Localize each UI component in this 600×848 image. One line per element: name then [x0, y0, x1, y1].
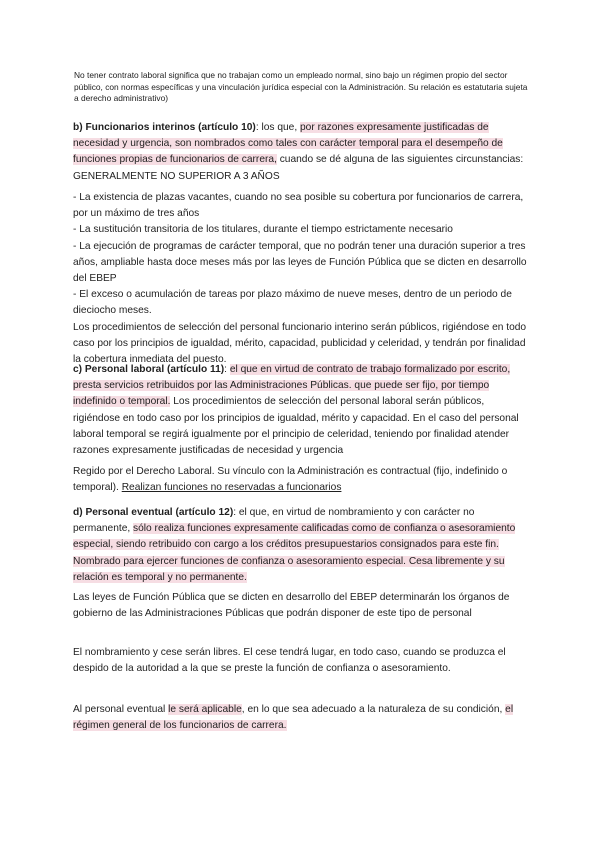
laboral-regido-underline: Realizan funciones no reservadas a funcionarios — [121, 482, 342, 494]
eventual-final — [73, 702, 531, 734]
laboral-colon: : — [224, 364, 230, 375]
eventual-leyes: Las leyes de Función Pública que se dicten en desarrollo del EBEP determinarán los órganos de gobierno de las Administraciones Públicas que podrán disponer de este tipo de personal — [73, 592, 510, 620]
eventual-final-mid: , en lo que sea adecuado a la naturaleza de su condición, — [241, 704, 506, 715]
section-personal-eventual — [73, 505, 531, 586]
list-item: - El exceso o acumulación de tareas por plazo máximo de nueve meses, dentro de un periodo de dieciocho meses. — [73, 289, 512, 317]
laboral-regido-text: Regido por el Derecho Laboral. Su vínculo con la Administración es contractual (fijo, indefinido o temporal). — [73, 466, 508, 494]
funcionarios-lead: : los que, — [255, 122, 301, 133]
laboral-regido — [73, 464, 531, 496]
list-item: - La existencia de plazas vacantes, cuando no sea posible su cobertura por funcionarios de carrera, por un máximo de tres años — [73, 192, 524, 220]
eventual-highlight: sólo realiza funciones expresamente calificadas como de confianza o asesoramiento especial, siendo retribuido con cargo a los créditos presupuestarios consignados para este fin. Nombrado para ejercer funciones de confianza o asesoramiento especial. Cesa libremente y su relación es temporal y no permanente. — [73, 523, 516, 583]
funcionarios-definition — [73, 120, 531, 185]
eventual-nombramiento: El nombramiento y cese serán libres. El cese tendrá lugar, en todo caso, cuando se produzca el despido de la autoridad a la que se preste la función de confianza o asesoramiento. — [73, 647, 506, 675]
laboral-definition — [73, 362, 531, 459]
section-funcionarios-interinos — [73, 120, 531, 185]
list-item: - La ejecución de programas de carácter temporal, que no podrán tener una duración superior a tres años, ampliable hasta doce meses más por las leyes de Función Pública que se dicten en desarrollo del EBEP — [73, 240, 527, 285]
laboral-tail: Los procedimientos de selección del personal laboral serán públicos, rigiéndose en todo caso por los principios de igualdad, mérito y capacidad. En el caso del personal laboral temporal se regirá igualmente por el principio de celeridad, teniendo por finalidad atender razones expresamente justificadas de necesidad y urgencia — [73, 396, 519, 457]
eventual-lead: : el que, en virtud de nombramiento y con carácter no permanente, — [73, 507, 475, 535]
eventual-final-highlight-2: el régimen general de los funcionarios de carrera. — [73, 704, 514, 732]
list-item: - La sustitución transitoria de los titulares, durante el tiempo estrictamente necesario — [73, 224, 453, 236]
eventual-definition — [73, 505, 531, 586]
section-personal-laboral — [73, 362, 531, 459]
eventual-title: d) Personal eventual (artículo 12) — [73, 507, 234, 518]
laboral-title: c) Personal laboral (artículo 11) — [73, 364, 225, 375]
funcionarios-procedures: Los procedimientos de selección del personal funcionario interino serán públicos, rigiéndose en todo caso por los principios de igualdad, mérito, capacidad, publicidad y celeridad, y tendrán por finalidad la cobertura inmediata del puesto. — [73, 321, 527, 366]
intro-note: No tener contrato laboral significa que no trabajan como un empleado normal, sino bajo un régimen propio del sector público, con normas específicas y una vinculación jurídica especial con la Administración. Su relación es estatutaria sujeta a derecho administrativo) — [74, 70, 528, 103]
funcionarios-highlight: por razones expresamente justificadas de necesidad y urgencia, son nombrados como tales con carácter temporal para el desempeño de funciones propias de funcionarios de carrera, — [73, 122, 503, 166]
funcionarios-circumstances-list — [73, 190, 531, 368]
laboral-highlight: el que en virtud de contrato de trabajo formalizado por escrito, presta servicios retribuidos por las Administraciones Públicas. que puede ser fijo, por tiempo indefinido o temporal. — [73, 364, 511, 408]
funcionarios-tail: cuando se dé alguna de las siguientes circunstancias: GENERALMENTE NO SUPERIOR A 3 AÑOS — [73, 154, 524, 182]
eventual-final-highlight-1: le será aplicable — [168, 704, 242, 715]
funcionarios-title: b) Funcionarios interinos (artículo 10) — [73, 122, 256, 133]
eventual-final-lead: Al personal eventual — [73, 704, 169, 715]
